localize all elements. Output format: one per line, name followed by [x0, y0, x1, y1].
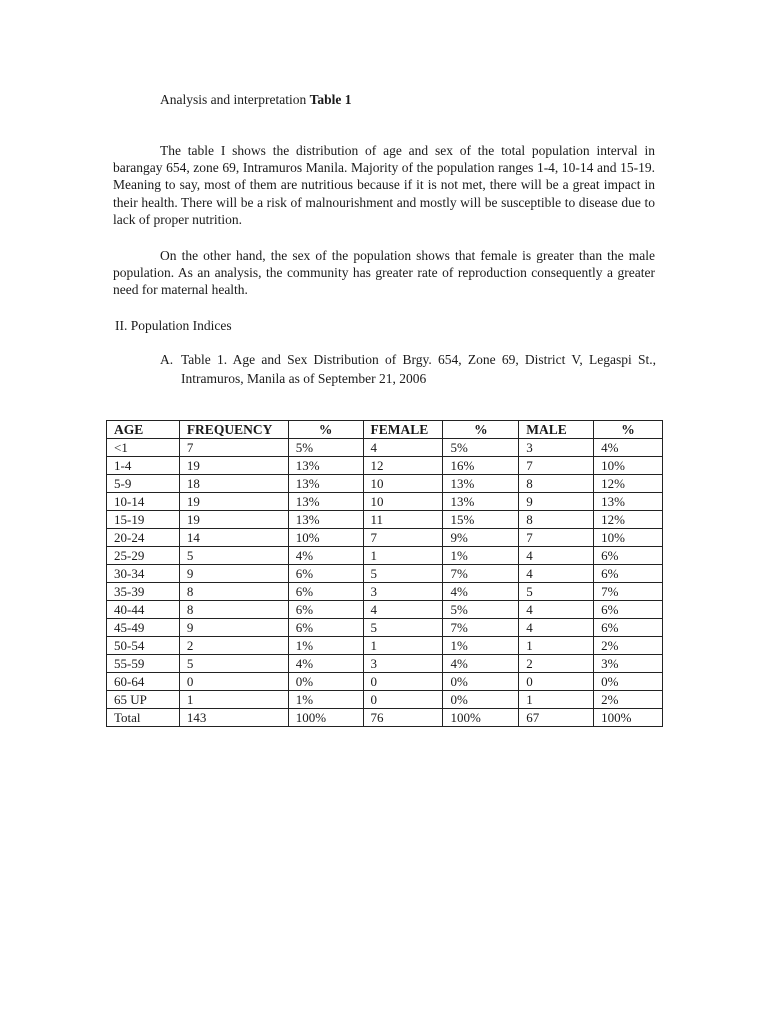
header-male-percent: % [594, 421, 663, 439]
frequency-percent-cell: 1% [288, 691, 363, 709]
female-percent-cell: 4% [443, 583, 519, 601]
heading-table-ref: Table 1 [309, 92, 352, 107]
female-percent-cell: 7% [443, 619, 519, 637]
table-row [107, 511, 663, 529]
male-percent-cell: 2% [594, 691, 663, 709]
table-row [107, 475, 663, 493]
age-cell: 45-49 [107, 619, 180, 637]
section-title: II. Population Indices [115, 318, 232, 333]
frequency-percent-cell: 5% [288, 439, 363, 457]
female-cell: 3 [363, 655, 443, 673]
frequency-percent-cell: 10% [288, 529, 363, 547]
age-cell: 55-59 [107, 655, 180, 673]
male-percent-cell: 100% [594, 709, 663, 727]
female-cell: 4 [363, 601, 443, 619]
frequency-cell: 19 [179, 457, 288, 475]
paragraph-sex-analysis: On the other hand, the sex of the population shows that female is greater than the male population. As an analysis, the community has greater rate of reproduction consequently a greater need for maternal health. [113, 248, 655, 298]
frequency-cell: 19 [179, 511, 288, 529]
age-cell: 1-4 [107, 457, 180, 475]
male-cell: 0 [519, 673, 594, 691]
male-cell: 8 [519, 475, 594, 493]
male-percent-cell: 6% [594, 547, 663, 565]
age-cell: 40-44 [107, 601, 180, 619]
frequency-cell: 18 [179, 475, 288, 493]
frequency-percent-cell: 13% [288, 493, 363, 511]
frequency-cell: 5 [179, 655, 288, 673]
frequency-cell: 0 [179, 673, 288, 691]
male-percent-cell: 7% [594, 583, 663, 601]
age-cell: 60-64 [107, 673, 180, 691]
table-row [107, 655, 663, 673]
age-cell: 35-39 [107, 583, 180, 601]
female-cell: 3 [363, 583, 443, 601]
frequency-cell: 7 [179, 439, 288, 457]
male-percent-cell: 6% [594, 601, 663, 619]
female-percent-cell: 4% [443, 655, 519, 673]
table-row [107, 439, 663, 457]
female-percent-cell: 15% [443, 511, 519, 529]
header-frequency-percent: % [288, 421, 363, 439]
female-cell: 10 [363, 475, 443, 493]
male-cell: 9 [519, 493, 594, 511]
age-cell: 50-54 [107, 637, 180, 655]
male-percent-cell: 2% [594, 637, 663, 655]
female-cell: 12 [363, 457, 443, 475]
male-cell: 5 [519, 583, 594, 601]
male-percent-cell: 10% [594, 457, 663, 475]
table-row [107, 493, 663, 511]
header-male: MALE [519, 421, 594, 439]
male-percent-cell: 13% [594, 493, 663, 511]
age-cell: 65 UP [107, 691, 180, 709]
male-cell: 3 [519, 439, 594, 457]
male-percent-cell: 6% [594, 565, 663, 583]
age-cell: 10-14 [107, 493, 180, 511]
male-cell: 67 [519, 709, 594, 727]
list-marker: A. [160, 352, 174, 367]
frequency-cell: 9 [179, 565, 288, 583]
frequency-cell: 143 [179, 709, 288, 727]
frequency-percent-cell: 13% [288, 457, 363, 475]
male-cell: 4 [519, 547, 594, 565]
frequency-cell: 1 [179, 691, 288, 709]
table-header-row [107, 421, 663, 439]
female-percent-cell: 5% [443, 439, 519, 457]
male-cell: 1 [519, 637, 594, 655]
male-cell: 8 [519, 511, 594, 529]
female-cell: 10 [363, 493, 443, 511]
paragraph-distribution: The table I shows the distribution of age and sex of the total population interval in barangay 654, zone 69, Intramuros Manila. Majority of the population ranges 1-4, 10-14 and 15-19. Meaning to say, most of them are nutritious because if it is not met, there will be a great impact in their health. There will be a risk of malnourishment and mostly will be susceptible to disease due to lack of proper nutrition. [113, 143, 655, 227]
header-female-percent: % [443, 421, 519, 439]
frequency-percent-cell: 13% [288, 475, 363, 493]
table-row [107, 583, 663, 601]
female-percent-cell: 5% [443, 601, 519, 619]
male-cell: 2 [519, 655, 594, 673]
female-percent-cell: 100% [443, 709, 519, 727]
frequency-cell: 8 [179, 601, 288, 619]
female-percent-cell: 0% [443, 691, 519, 709]
female-cell: 4 [363, 439, 443, 457]
female-percent-cell: 9% [443, 529, 519, 547]
frequency-cell: 2 [179, 637, 288, 655]
age-cell: 25-29 [107, 547, 180, 565]
female-cell: 76 [363, 709, 443, 727]
frequency-cell: 5 [179, 547, 288, 565]
frequency-cell: 14 [179, 529, 288, 547]
header-frequency: FREQUENCY [179, 421, 288, 439]
frequency-percent-cell: 6% [288, 619, 363, 637]
age-cell: 20-24 [107, 529, 180, 547]
female-cell: 0 [363, 691, 443, 709]
female-cell: 0 [363, 673, 443, 691]
frequency-percent-cell: 4% [288, 655, 363, 673]
female-cell: 1 [363, 637, 443, 655]
female-cell: 7 [363, 529, 443, 547]
table-row [107, 673, 663, 691]
frequency-percent-cell: 4% [288, 547, 363, 565]
female-percent-cell: 1% [443, 547, 519, 565]
female-percent-cell: 13% [443, 475, 519, 493]
female-percent-cell: 7% [443, 565, 519, 583]
age-cell: 15-19 [107, 511, 180, 529]
table-row [107, 637, 663, 655]
table-row [107, 547, 663, 565]
male-percent-cell: 10% [594, 529, 663, 547]
table-row [107, 529, 663, 547]
table-total-row [107, 709, 663, 727]
table-row [107, 457, 663, 475]
age-cell: 30-34 [107, 565, 180, 583]
frequency-cell: 9 [179, 619, 288, 637]
female-cell: 5 [363, 565, 443, 583]
age-cell: <1 [107, 439, 180, 457]
analysis-heading [160, 91, 352, 109]
age-cell: Total [107, 709, 180, 727]
heading-text: Analysis and interpretation [160, 92, 310, 107]
table-row [107, 601, 663, 619]
table-row [107, 691, 663, 709]
header-age: AGE [107, 421, 180, 439]
age-cell: 5-9 [107, 475, 180, 493]
frequency-percent-cell: 6% [288, 601, 363, 619]
female-percent-cell: 13% [443, 493, 519, 511]
male-percent-cell: 12% [594, 511, 663, 529]
frequency-percent-cell: 100% [288, 709, 363, 727]
male-cell: 4 [519, 565, 594, 583]
female-cell: 5 [363, 619, 443, 637]
female-percent-cell: 0% [443, 673, 519, 691]
frequency-percent-cell: 6% [288, 583, 363, 601]
frequency-cell: 19 [179, 493, 288, 511]
male-percent-cell: 4% [594, 439, 663, 457]
frequency-percent-cell: 13% [288, 511, 363, 529]
male-cell: 1 [519, 691, 594, 709]
male-percent-cell: 3% [594, 655, 663, 673]
table-caption: Table 1. Age and Sex Distribution of Brgy. 654, Zone 69, District V, Legaspi St., Intramuros, Manila as of September 21, 2006 [181, 352, 656, 386]
frequency-percent-cell: 6% [288, 565, 363, 583]
female-cell: 11 [363, 511, 443, 529]
table-row [107, 619, 663, 637]
table-row [107, 565, 663, 583]
header-female: FEMALE [363, 421, 443, 439]
frequency-percent-cell: 0% [288, 673, 363, 691]
male-cell: 7 [519, 457, 594, 475]
male-cell: 4 [519, 619, 594, 637]
male-cell: 7 [519, 529, 594, 547]
male-percent-cell: 12% [594, 475, 663, 493]
male-percent-cell: 0% [594, 673, 663, 691]
male-percent-cell: 6% [594, 619, 663, 637]
frequency-cell: 8 [179, 583, 288, 601]
male-cell: 4 [519, 601, 594, 619]
female-cell: 1 [363, 547, 443, 565]
frequency-percent-cell: 1% [288, 637, 363, 655]
female-percent-cell: 16% [443, 457, 519, 475]
female-percent-cell: 1% [443, 637, 519, 655]
table-caption-item [160, 350, 656, 388]
age-sex-distribution-table [106, 420, 663, 727]
